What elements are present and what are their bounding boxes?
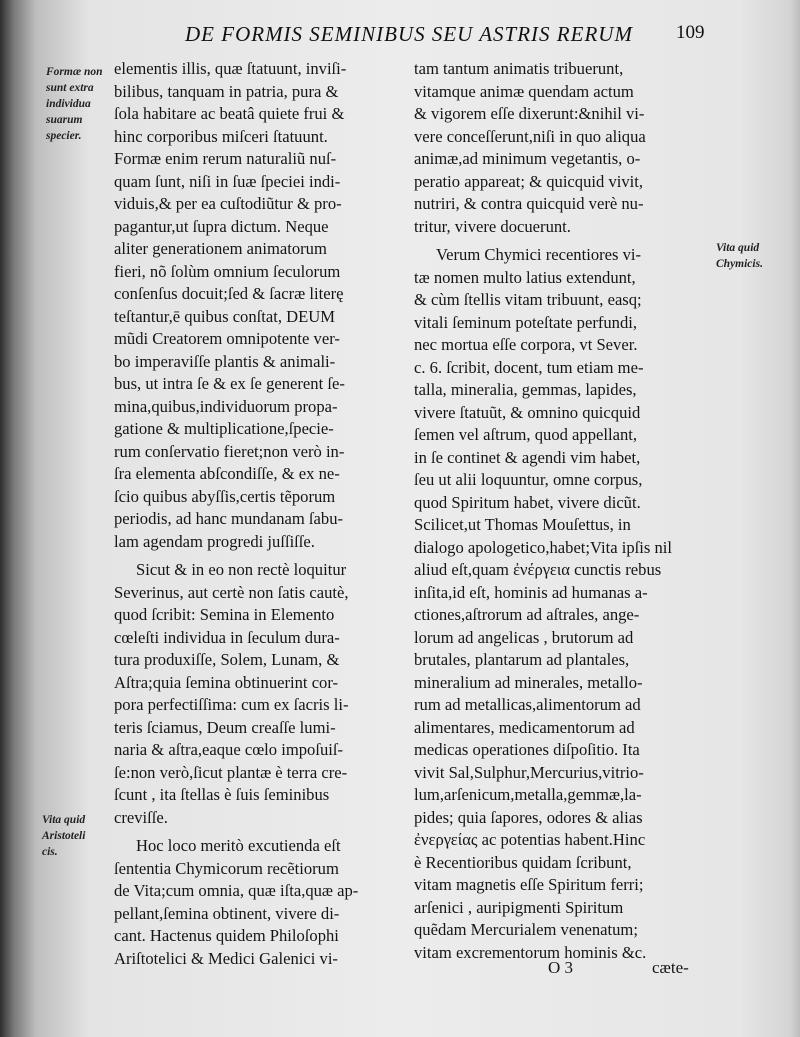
text-line: ſeu ut alii loquuntur, omne corpus,	[414, 470, 643, 489]
text-line: nutriri, & contra quicquid verè nu-	[414, 194, 644, 213]
text-line: animæ,ad minimum vegetantis, o-	[414, 149, 641, 168]
text-line: aliud eſt,quam ἐνέργεια cunctis rebus	[414, 560, 662, 579]
margin-note-line: specier.	[46, 130, 82, 142]
text-line: & vigorem eſſe dixerunt:&nihil vi-	[414, 104, 645, 123]
text-line: tam tantum animatis tribuerunt,	[414, 59, 624, 78]
left-column	[114, 58, 410, 970]
text-line: Severinus, aut certè non ſatis cautè,	[114, 582, 349, 602]
text-line: cant. Hactenus quidem Philoſophi	[114, 926, 339, 945]
text-line: quam ſunt, niſi in ſuæ ſpeciei indi-	[114, 171, 341, 191]
text-line: teris ſciamus, Deum creaſſe lumi-	[114, 717, 336, 737]
text-line: Ariſtotelici & Medici Galenici vi-	[114, 948, 338, 968]
page-number: 109	[676, 22, 705, 43]
text-line: inſita,id eſt, hominis ad humanas a-	[414, 582, 648, 602]
text-line: ctiones,aſtrorum ad aſtrales, ange-	[414, 605, 640, 624]
text-line: vitam magnetis eſſe Spiritum ferri;	[414, 875, 644, 894]
text-line: ſra elementa abſcondiſſe, & ex ne-	[114, 464, 340, 483]
text-line: Aſtra;quia ſemina obtinuerint cor-	[114, 672, 339, 692]
catchword: cæte-	[652, 958, 689, 977]
margin-note-line: cis.	[42, 846, 58, 858]
text-line: & cùm ſtellis vitam tribuunt, easq;	[414, 290, 642, 309]
text-line: ſola habitare ac beatâ quiete frui &	[114, 104, 345, 123]
text-line: ſemen vel aſtrum, quod appellant,	[414, 425, 638, 444]
text-line: mineralium ad minerales, metallo-	[414, 672, 643, 692]
text-line: alimentares, medicamentorum ad	[414, 717, 635, 737]
text-line: ſententia Chymicorum recẽtiorum	[114, 858, 339, 878]
text-line: gatione & multiplicatione,ſpecie-	[114, 419, 334, 438]
text-line: rum conſervatio fieret;non verò in-	[114, 441, 345, 461]
text-line: lam agendam progredi juſſiſſe.	[114, 531, 315, 551]
text-line: vitamque animæ quendam actum	[414, 81, 634, 101]
text-line: pagantur,ut ſupra dictum. Neque	[114, 216, 329, 236]
signature-mark: O 3	[548, 958, 574, 977]
text-line: pellant,ſemina obtinent, vivere di-	[114, 903, 340, 923]
text-line: fieri, nõ ſolùm omnium ſeculorum	[114, 261, 341, 281]
text-line: elementis illis, quæ ſtatuunt, inviſi-	[114, 59, 347, 78]
text-line: naria & aſtra,eaque cœlo impoſuiſ-	[114, 740, 343, 759]
text-line: ſcunt , ita ſtellas è ſuis ſeminibus	[114, 785, 330, 804]
text-line: periodis, ad hanc mundanam ſabu-	[114, 509, 344, 528]
text-line: vivere ſtatuũt, & omnino quicquid	[414, 402, 641, 422]
paragraph-start-line: Verum Chymici recentiores vi-	[436, 245, 642, 264]
margin-note-vita-chymicis	[716, 240, 763, 272]
margin-note-line: Vita quid	[42, 814, 86, 826]
paragraph-start-line: Hoc loco meritò excutienda eſt	[136, 836, 341, 855]
margin-note-line: Chymicis.	[716, 258, 763, 270]
margin-note-formae	[46, 64, 103, 144]
page-header	[0, 22, 800, 52]
text-line: tritur, vivere docuerunt.	[414, 216, 571, 236]
text-line: Formæ enim rerum naturaliũ nuſ-	[114, 149, 337, 168]
text-line: tura produxiſſe, Solem, Lunam, &	[114, 650, 340, 669]
text-line: pides; quia ſapores, odores & alias	[414, 807, 643, 827]
margin-note-line: Aristoteli	[42, 830, 86, 842]
text-line: pora perfectiſſima: cum ex ſacris li-	[114, 695, 349, 714]
text-line: in ſe continet & agendi vim habet,	[414, 447, 641, 467]
text-line: aliter generationem animatorum	[114, 239, 327, 258]
text-line: quod ſcribit: Semina in Elemento	[114, 605, 335, 624]
margin-note-line: individua	[46, 98, 91, 110]
margin-note-vita-aristotelicis	[42, 812, 85, 860]
text-line: brutales, plantarum ad plantales,	[414, 650, 630, 669]
text-line: vitali ſeminum poteſtate perfundi,	[414, 312, 638, 332]
text-line: ſcio quibus abyſſis,certis tẽporum	[114, 486, 336, 506]
text-line: hinc corporibus miſceri ſtatuunt.	[114, 126, 328, 146]
text-line: è Recentioribus quidam ſcribunt,	[414, 852, 632, 872]
text-line: quod Spiritum habet, vivere dicũt.	[414, 492, 641, 512]
text-line: lorum ad angelicas , brutorum ad	[414, 627, 634, 647]
margin-note-line: Formæ non	[46, 66, 103, 78]
text-line: mina,quibus,individuorum propa-	[114, 396, 338, 416]
text-line: ἐνεργείας ac potentias habent.Hinc	[414, 830, 646, 849]
text-line: ſe:non verò,ſicut plantæ è terra cre-	[114, 762, 348, 782]
text-line: creviſſe.	[114, 807, 168, 827]
text-line: Scilicet,ut Thomas Mouſettus, in	[414, 515, 631, 534]
text-line: c. 6. ſcribit, docent, tum etiam me-	[414, 357, 644, 377]
text-line: talla, mineralia, gemmas, lapides,	[414, 380, 637, 399]
text-line: lum,arſenicum,metalla,gemmæ,la-	[414, 785, 642, 804]
text-line: dialogo apologetico,habet;Vita ipſis nil	[414, 537, 672, 557]
page-footer	[0, 958, 800, 986]
text-line: vere conceſſerunt,niſi in quo aliqua	[414, 126, 646, 146]
text-line: nec mortua eſſe corpora, vt Sever.	[414, 335, 638, 354]
text-line: bilibus, tanquam in patria, pura &	[114, 81, 339, 101]
text-line: medicas operationes diſpoſitio. Ita	[414, 740, 640, 759]
text-line: teſtantur,ē quibus conſtat, DEUM	[114, 306, 336, 326]
text-line: mũdi Creatorem omnipotente ver-	[114, 329, 340, 348]
text-line: tæ nomen multo latius extendunt,	[414, 267, 636, 287]
text-line: conſenſus docuit;ſed & ſacræ literę	[114, 284, 344, 303]
text-line: rum ad metallicas,alimentorum ad	[414, 695, 641, 714]
text-line: bus, ut intra ſe & ex ſe generent ſe-	[114, 374, 345, 393]
text-line: peratio appareat; & quicquid vivit,	[414, 171, 644, 191]
margin-note-line: sunt extra	[46, 82, 94, 94]
text-line: quẽdam Mercurialem venenatum;	[414, 920, 638, 939]
text-line: vitam excrementorum hominis &c.	[414, 942, 647, 962]
right-column	[414, 58, 710, 964]
paragraph-start-line: Sicut & in eo non rectè loquitur	[136, 560, 347, 579]
text-line: vivit Sal,Sulphur,Mercurius,vitrio-	[414, 762, 644, 782]
text-line: bo imperaviſſe plantis & animali-	[114, 351, 336, 371]
text-line: viduis,& per ea cuſtodiũtur & pro-	[114, 194, 342, 213]
running-title: DE FORMIS SEMINIBUS SEU ASTRIS RERUM	[185, 22, 633, 46]
text-line: arſenici , auripigmenti Spiritum	[414, 897, 624, 917]
margin-note-line: suarum	[46, 114, 83, 126]
margin-note-line: Vita quid	[716, 242, 760, 254]
text-line: de Vita;cum omnia, quæ iſta,quæ ap-	[114, 881, 359, 900]
text-line: cœleſti individua in ſeculum dura-	[114, 627, 340, 647]
